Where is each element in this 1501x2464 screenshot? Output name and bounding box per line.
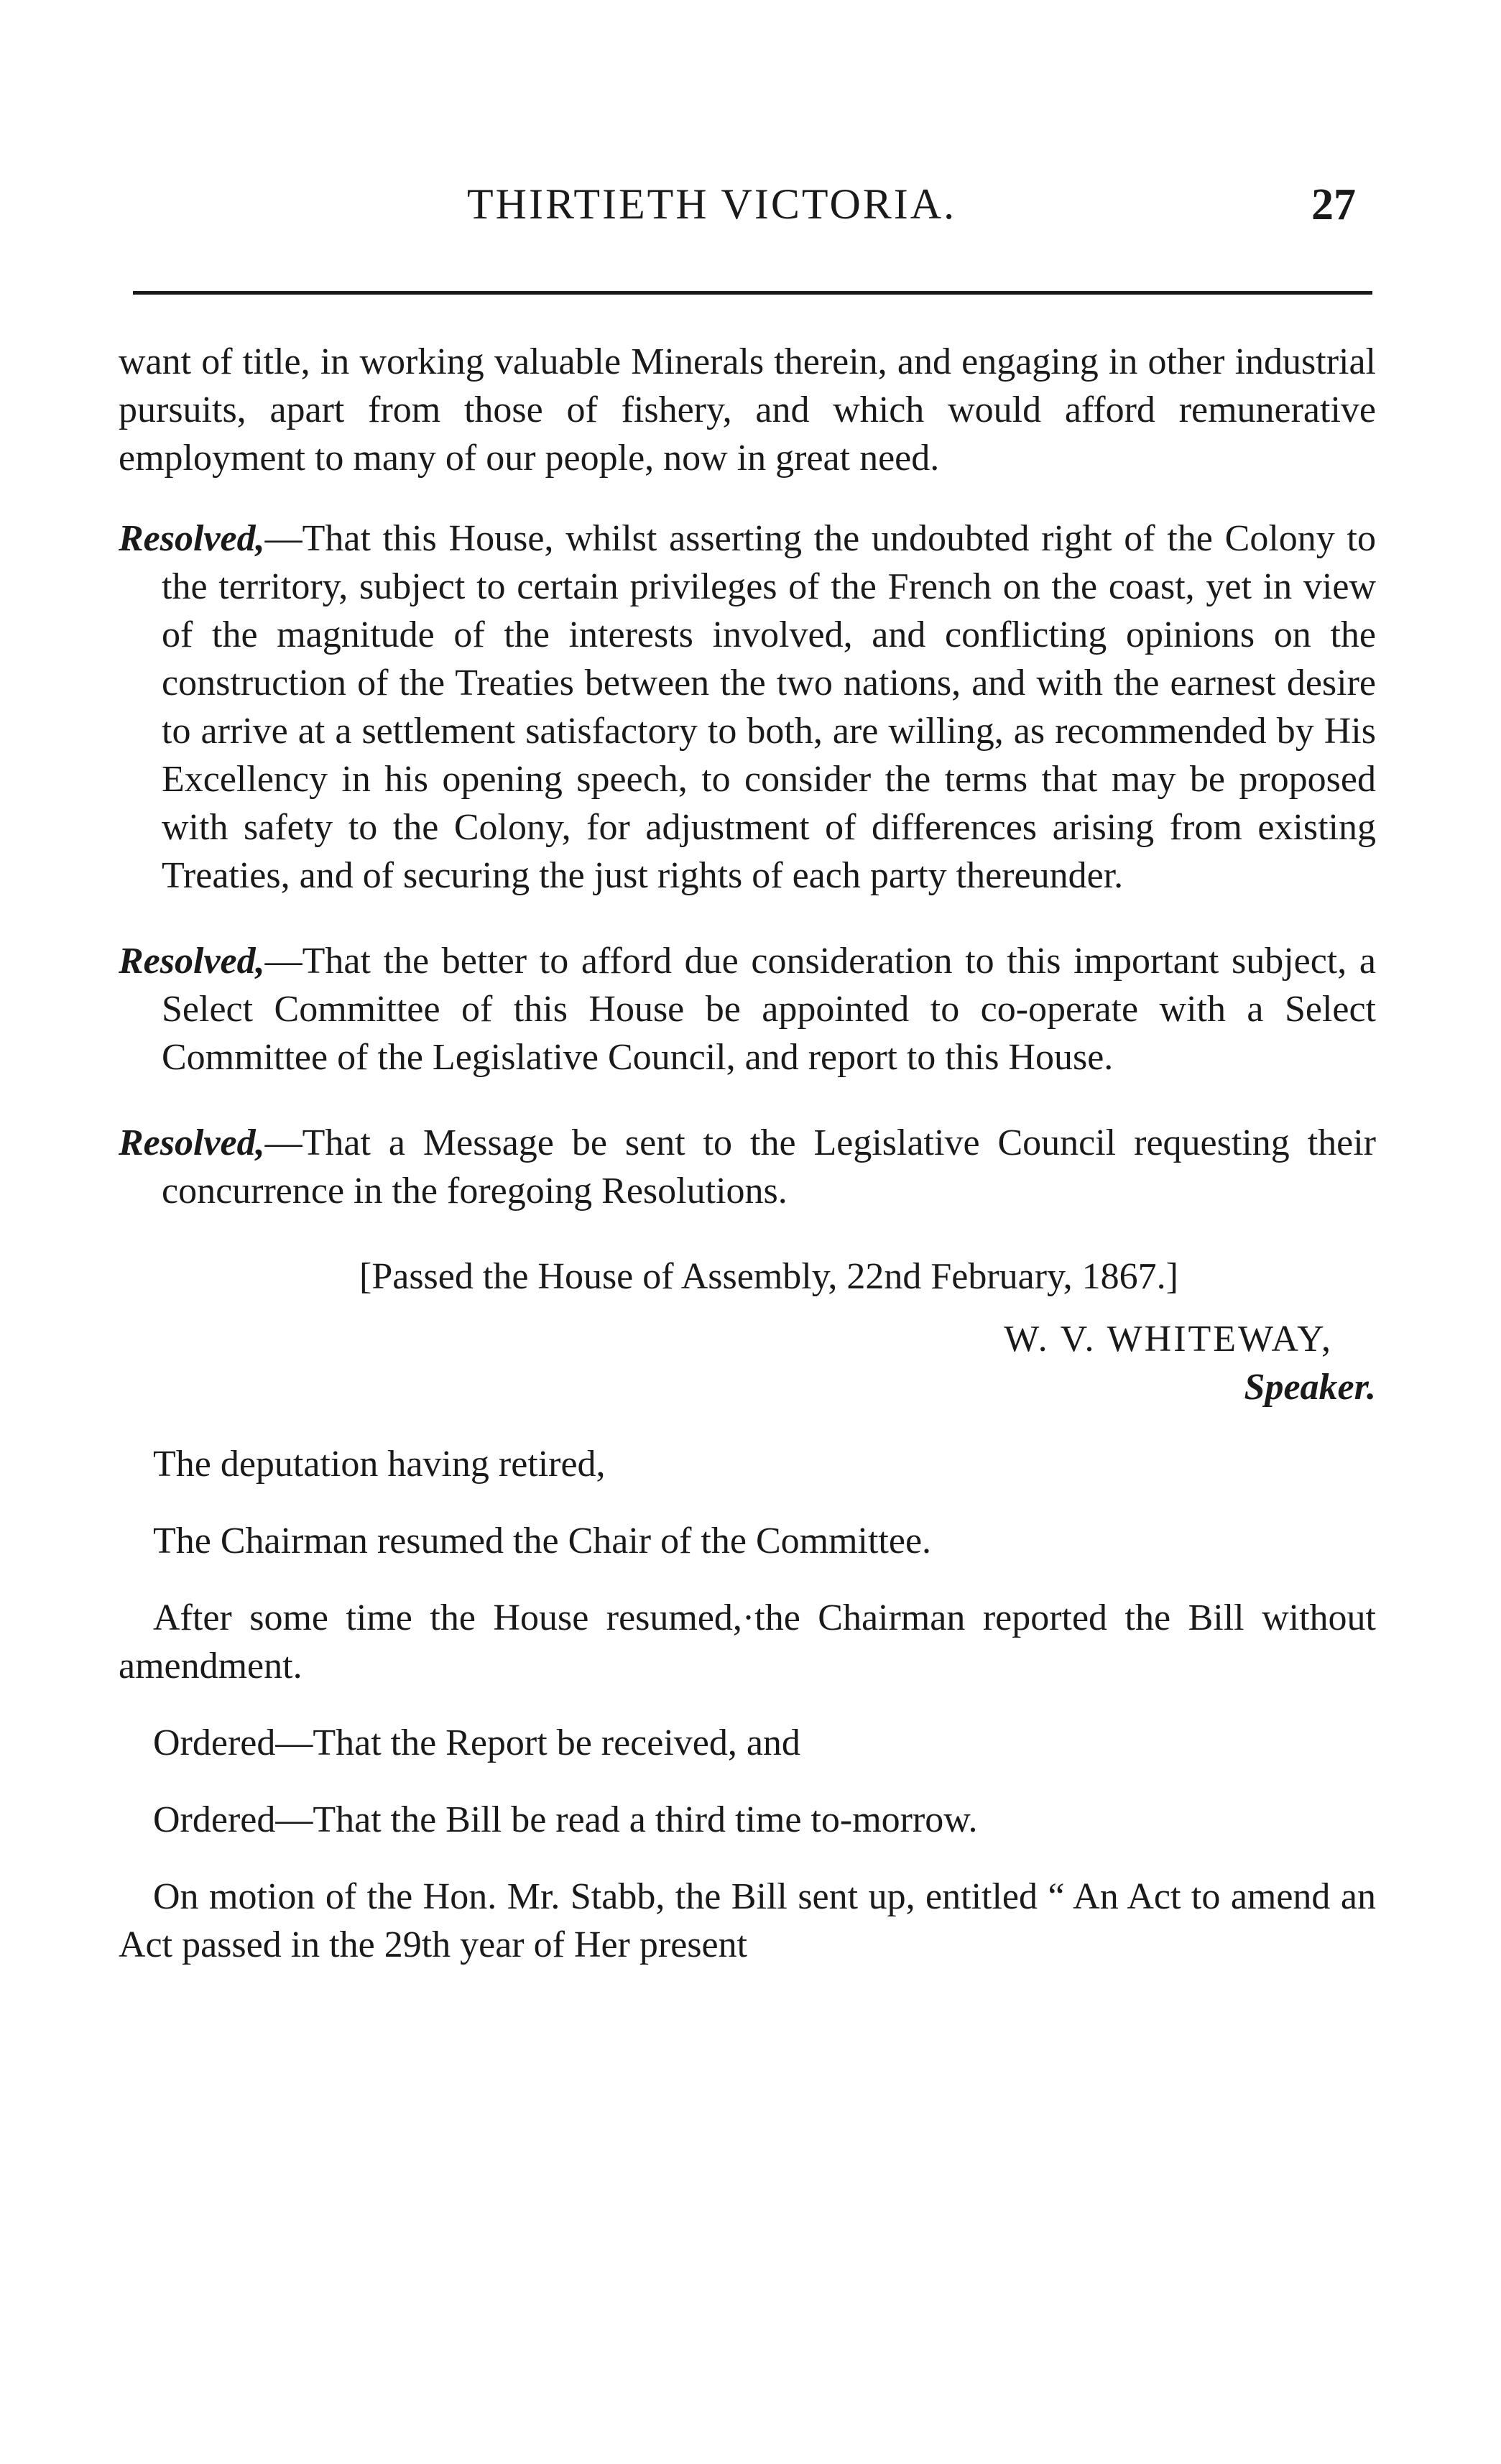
header-rule xyxy=(133,291,1372,295)
resolution-paragraph-2 xyxy=(119,937,1376,1081)
resolution-paragraph-1 xyxy=(119,515,1376,900)
page-header xyxy=(0,180,1501,244)
resolution-text-3: —That a Message be sent to the Legislative Council requesting their concurrence in the foregoing Resolutions. xyxy=(162,1122,1376,1212)
passed-note: [Passed the House of Assembly, 22nd February, 1867.] xyxy=(359,1256,1178,1297)
continuation-paragraph: want of title, in working valuable Minerals therein, and engaging in other industrial pursuits, apart from those of fishery, and which would afford remunerative employment to many of our people, now in great need. xyxy=(119,341,1376,479)
ordered-paragraph-2: Ordered—That the Bill be read a third time to-morrow. xyxy=(153,1799,978,1840)
ordered-paragraph-1: Ordered—That the Report be received, and xyxy=(153,1722,800,1763)
resolution-paragraph-3 xyxy=(119,1119,1376,1215)
chairman-paragraph: The Chairman resumed the Chair of the Committee. xyxy=(153,1521,932,1561)
resolved-keyword: Resolved, xyxy=(119,941,265,982)
resolution-text-2: —That the better to afford due consideration to this important subject, a Select Committee of this House be appointed to co-operate with a Select Committee of the Legislative Council, and report to this House. xyxy=(162,941,1376,1078)
resolution-text-1: —That this House, whilst asserting the undoubted right of the Colony to the territory, subject to certain privileges of the French on the coast, yet in view of the magnitude of the interests involved, and conflicting opinions on the construction of the Treaties between the two nations, and with the earnest desire to arrive at a settlement satisfactory to both, are willing, as recommended by His Excellency in his opening speech, to consider the terms that may be proposed with safety to the Colony, for adjustment of differences arising from existing Treaties, and of securing the just rights of each party thereunder. xyxy=(162,518,1376,896)
motion-paragraph: On motion of the Hon. Mr. Stabb, the Bill sent up, entitled “ An Act to amend an Act passed in the 29th year of Her present xyxy=(119,1876,1376,1965)
body-text xyxy=(119,338,1376,1969)
signatory-name: W. V. WHITEWAY, xyxy=(1004,1319,1333,1360)
resolved-keyword: Resolved, xyxy=(119,1122,265,1163)
resolved-keyword: Resolved, xyxy=(119,518,265,559)
deputation-paragraph: The deputation having retired, xyxy=(153,1444,606,1485)
after-paragraph: After some time the House resumed,·the Chairman reported the Bill without amendment. xyxy=(119,1597,1376,1686)
signatory-title: Speaker. xyxy=(1244,1367,1376,1408)
page-number: 27 xyxy=(1311,180,1356,229)
running-title: THIRTIETH VICTORIA. xyxy=(467,180,957,228)
